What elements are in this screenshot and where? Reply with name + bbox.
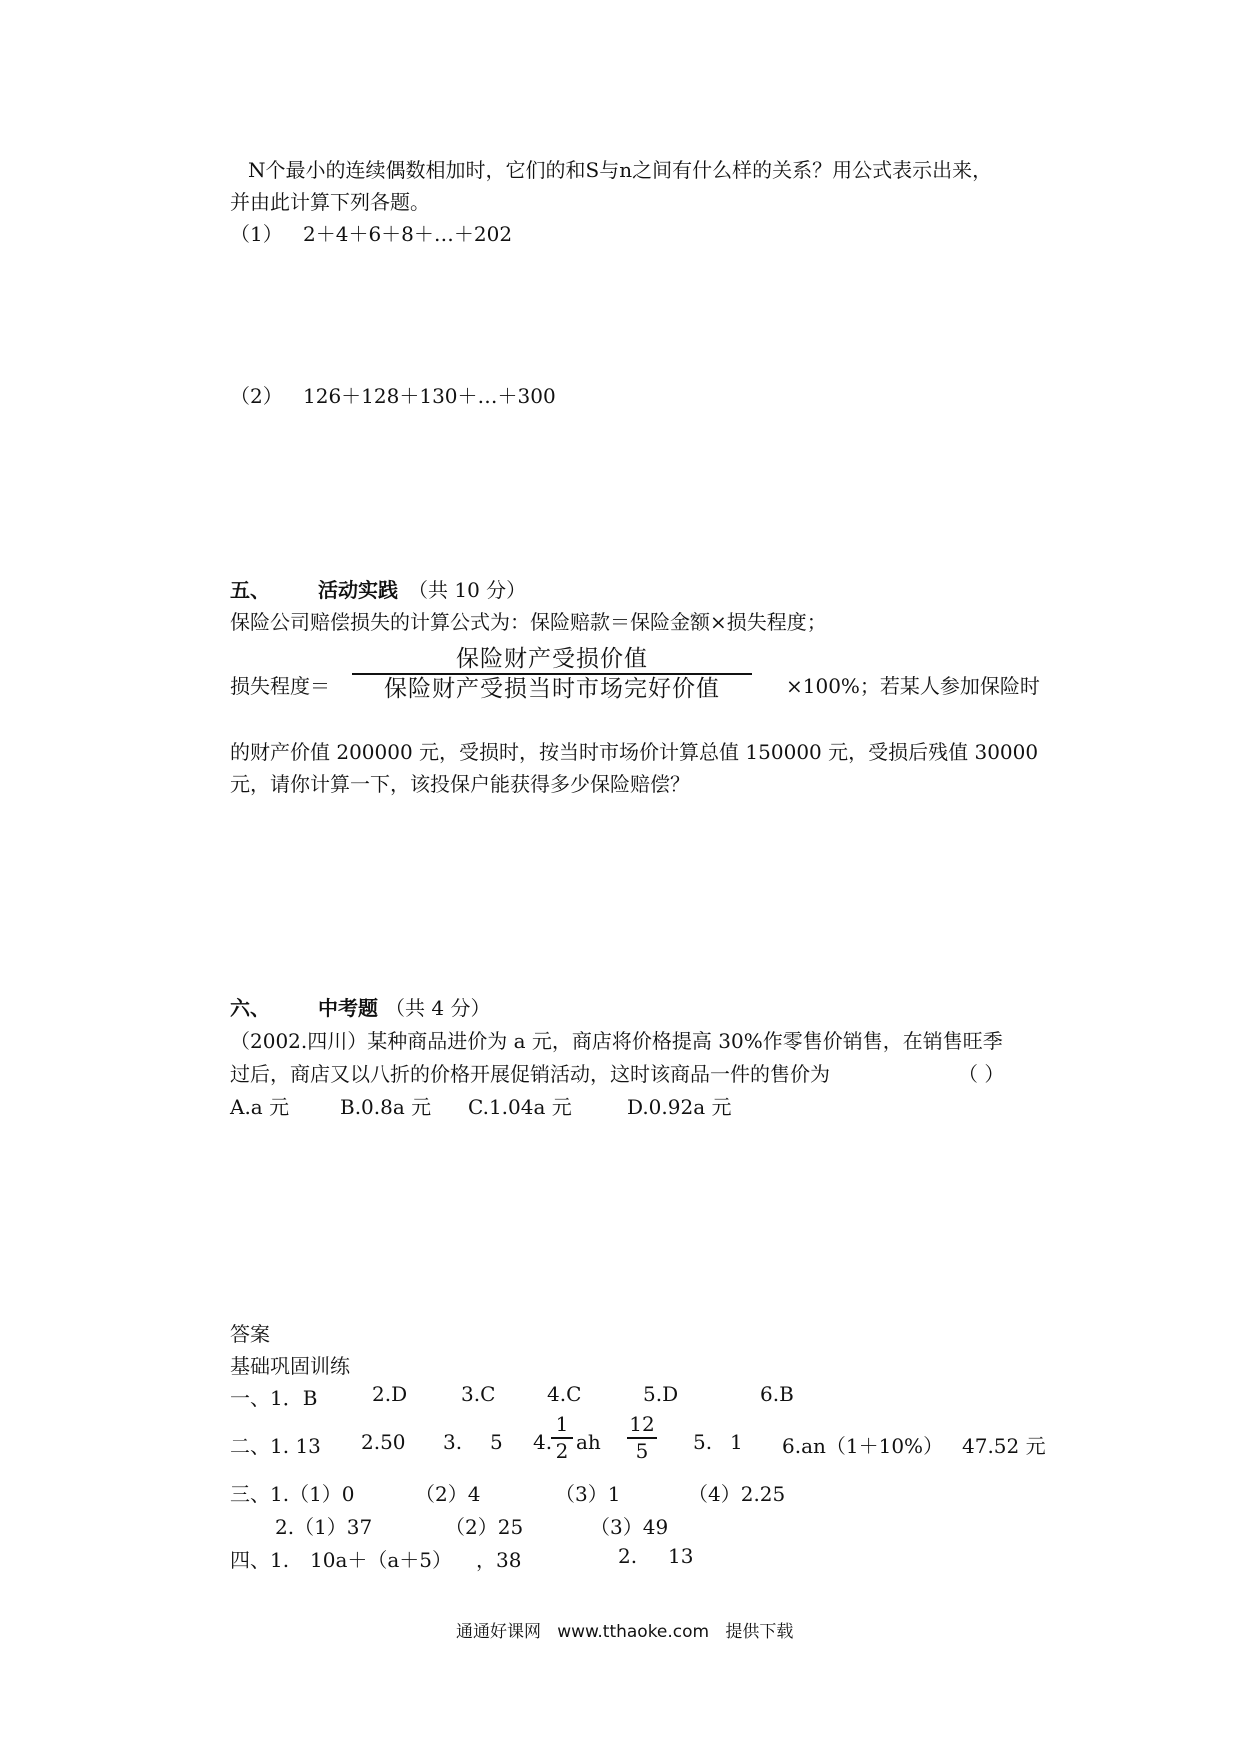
answers-heading: 答案 — [230, 1322, 270, 1346]
section6-number: 六、 — [230, 996, 270, 1020]
q4-intro-line2: 并由此计算下列各题。 — [230, 190, 430, 214]
answer-row5-item: 13 — [668, 1544, 694, 1568]
footer-site-name: 通通好课网 — [456, 1622, 541, 1642]
answer-row5-item: 四、1. — [230, 1548, 290, 1572]
answers-subheading: 基础巩固训练 — [230, 1354, 350, 1378]
answer-row5-item: 2. — [618, 1544, 638, 1568]
answer-row4-item: （3）49 — [590, 1515, 669, 1539]
section5-line3: 的财产价值 200000 元，受损时，按当时市场价计算总值 150000 元，受损后残值 30000 — [230, 740, 1039, 764]
answer-row2-item: 1 — [730, 1430, 743, 1454]
section6-line2: 过后，商店又以八折的价格开展促销活动，这时该商品一件的售价为 — [230, 1062, 830, 1086]
section5-score: （共 10 分） — [408, 578, 527, 602]
answer-row5-item: ，38 — [476, 1548, 522, 1572]
answer-row1-item: 5.D — [643, 1382, 679, 1406]
answer-row2-item: 6.an（1＋10%） — [782, 1434, 944, 1458]
section6-line1: （2002.四川）某种商品进价为 a 元，商店将价格提高 30%作零售价销售，在销售旺季 — [230, 1029, 1003, 1053]
answer-row2-item: 5 — [490, 1430, 503, 1454]
answer-row2-item: 2.50 — [361, 1430, 406, 1454]
fraction-denominator: 保险财产受损当时市场完好价值 — [384, 676, 720, 703]
answer-row2-prefix: 二、1. 13 — [230, 1434, 321, 1458]
answer-parentheses: （ ） — [958, 1062, 1005, 1086]
page-footer — [456, 1617, 793, 1642]
fraction-numerator: 保险财产受损价值 — [456, 646, 648, 672]
footer-tail: 提供下载 — [725, 1622, 794, 1642]
q4-intro-line1: N个最小的连续偶数相加时，它们的和S与n之间有什么样的关系？用公式表示出来， — [248, 158, 993, 182]
answer-row1-item: 一、1．B — [230, 1386, 318, 1410]
option-d: D.0.92a 元 — [627, 1095, 732, 1119]
loss-degree-fraction — [352, 646, 752, 703]
answer-row3-item: （4）2.25 — [688, 1482, 786, 1506]
half-fraction — [551, 1413, 573, 1463]
fraction-numerator: 1 — [555, 1412, 569, 1436]
answer-row5-item: 10a＋（a＋5） — [310, 1548, 453, 1572]
fraction-bar — [352, 673, 752, 675]
section5-title: 活动实践 — [318, 578, 398, 602]
option-a: A.a 元 — [230, 1095, 290, 1119]
footer-url[interactable]: www.tthaoke.com — [557, 1622, 710, 1642]
answer-row2-item: 5. — [693, 1430, 713, 1454]
loss-degree-label: 损失程度＝ — [230, 674, 330, 698]
q4-p1-expr: 2＋4＋6＋8＋…＋202 — [303, 222, 513, 246]
answer-row1-item: 4.C — [547, 1382, 582, 1406]
answer-row4-item: 2.（1）37 — [275, 1515, 373, 1539]
answer-row2-item: 47.52 元 — [962, 1434, 1046, 1458]
answer-row4-item: （2）25 — [445, 1515, 524, 1539]
option-c: C.1.04a 元 — [468, 1095, 572, 1119]
twelve-fifths-fraction — [627, 1413, 657, 1463]
answer-row2-item: 4. — [533, 1430, 553, 1454]
answer-row1-item: 6.B — [760, 1382, 794, 1406]
answer-row3-item: （3）1 — [555, 1482, 621, 1506]
q4-p1-label: （1） — [230, 222, 283, 246]
fraction-numerator: 12 — [629, 1412, 655, 1436]
answer-row2-item: ah — [576, 1430, 601, 1454]
section6-title: 中考题 — [318, 996, 378, 1020]
q4-p2-label: （2） — [230, 384, 283, 408]
answer-row3-item: 三、1.（1）0 — [230, 1482, 355, 1506]
fraction-denominator: 2 — [555, 1439, 569, 1463]
answer-row1-item: 2.D — [372, 1382, 408, 1406]
answer-row2-item: 3. — [443, 1430, 463, 1454]
section5-line1: 保险公司赔偿损失的计算公式为：保险赔款＝保险金额×损失程度； — [230, 610, 827, 634]
section5-number: 五、 — [230, 578, 270, 602]
section5-line4: 元，请你计算一下，该投保户能获得多少保险赔偿？ — [230, 772, 690, 796]
section6-score: （共 4 分） — [385, 996, 491, 1020]
q4-p2-expr: 126＋128＋130＋…＋300 — [303, 384, 556, 408]
answer-row3-item: （2）4 — [415, 1482, 481, 1506]
fraction-denominator: 5 — [635, 1439, 649, 1463]
option-b: B.0.8a 元 — [340, 1095, 432, 1119]
section5-after-fraction: ×100%；若某人参加保险时 — [786, 674, 1040, 698]
answer-row1-item: 3.C — [461, 1382, 496, 1406]
